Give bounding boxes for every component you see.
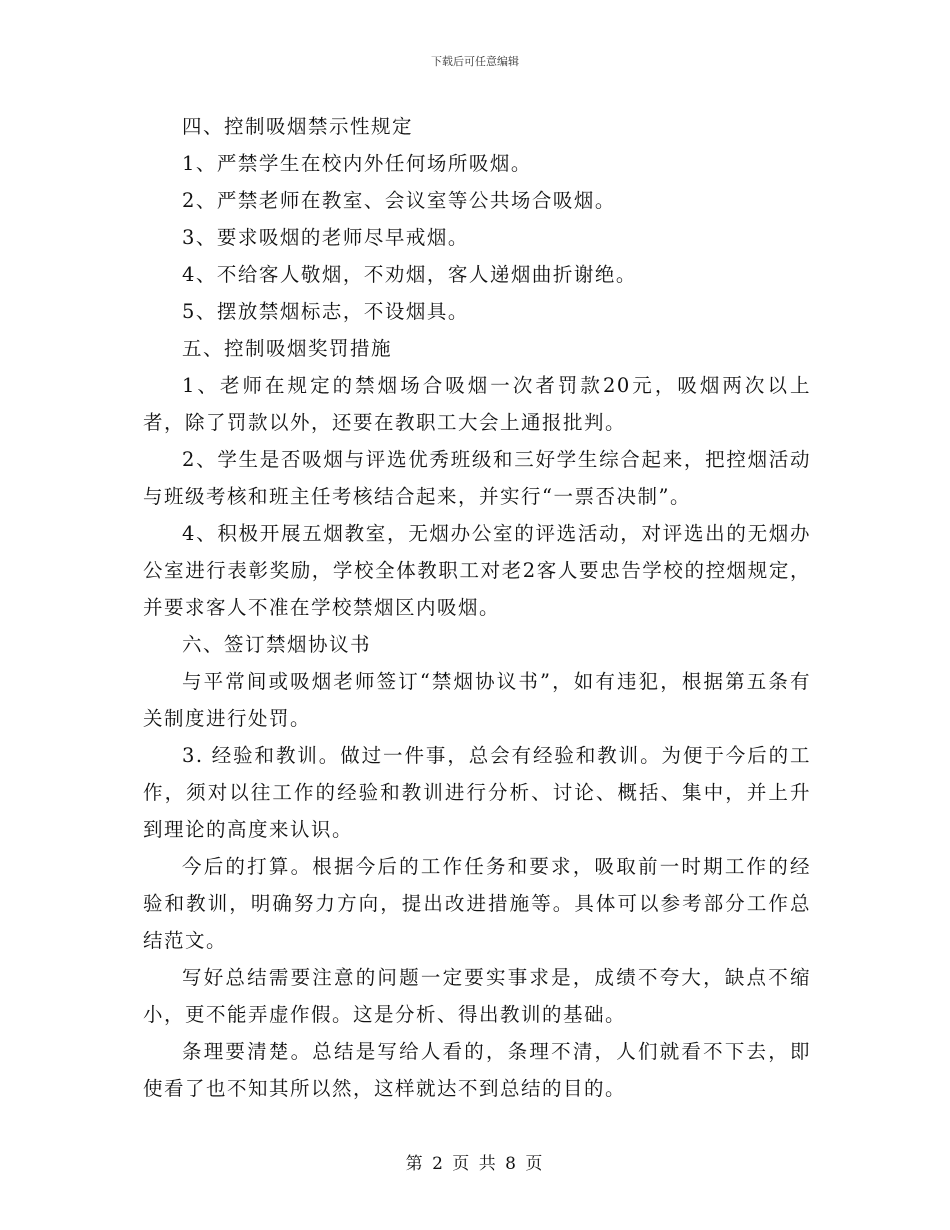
penalty-item-1: 1、老师在规定的禁烟场合吸烟一次者罚款20元，吸烟两次以上者，除了罚款以外，还要在教职工大会上通报批判。 [143, 374, 811, 434]
rule-item-4: 4、不给客人敬烟，不劝烟，客人递烟曲折谢绝。 [182, 263, 637, 286]
penalty-item-4: 4、积极开展五烟教室，无烟办公室的评选活动，对评选出的无烟办公室进行表彰奖励，学校全体教职工对老2客人要忠告学校的控烟规定，并要求客人不准在学校禁烟区内吸烟。 [143, 522, 811, 619]
writing-notes-paragraph: 写好总结需要注意的问题一定要实事求是，成绩不夸大，缺点不缩小，更不能弄虚作假。这是分析、得出教训的基础。 [143, 966, 811, 1026]
agreement-paragraph: 与平常间或吸烟老师签订“禁烟协议书”，如有违犯，根据第五条有关制度进行处罚。 [143, 670, 811, 730]
rule-item-5: 5、摆放禁烟标志，不设烟具。 [182, 300, 469, 323]
lessons-paragraph: 3. 经验和教训。做过一件事，总会有经验和教训。为便于今后的工作，须对以往工作的经验和教训进行分析、讨论、概括、集中，并上升到理论的高度来认识。 [143, 744, 811, 841]
future-plans-paragraph: 今后的打算。根据今后的工作任务和要求，吸取前一时期工作的经验和教训，明确努力方向，提出改进措施等。具体可以参考部分工作总结范文。 [143, 855, 811, 952]
section-heading-6: 六、签订禁烟协议书 [182, 633, 372, 656]
penalty-item-2: 2、学生是否吸烟与评选优秀班级和三好学生综合起来，把控烟活动与班级考核和班主任考核结合起来，并实行“一票否决制”。 [143, 448, 811, 508]
page-header-note: 下载后可任意编辑 [431, 55, 519, 68]
document-body [143, 108, 811, 1107]
section-heading-4: 四、控制吸烟禁示性规定 [182, 115, 414, 138]
section-heading-5: 五、控制吸烟奖罚措施 [182, 337, 393, 360]
rule-item-3: 3、要求吸烟的老师尽早戒烟。 [182, 226, 469, 249]
page-number: 第 2 页 共 8 页 [405, 1154, 545, 1174]
rule-item-1: 1、严禁学生在校内外任何场所吸烟。 [182, 152, 532, 175]
clarity-paragraph: 条理要清楚。总结是写给人看的，条理不清，人们就看不下去，即使看了也不知其所以然，这样就达不到总结的目的。 [143, 1040, 811, 1100]
rule-item-2: 2、严禁老师在教室、会议室等公共场合吸烟。 [182, 189, 616, 212]
